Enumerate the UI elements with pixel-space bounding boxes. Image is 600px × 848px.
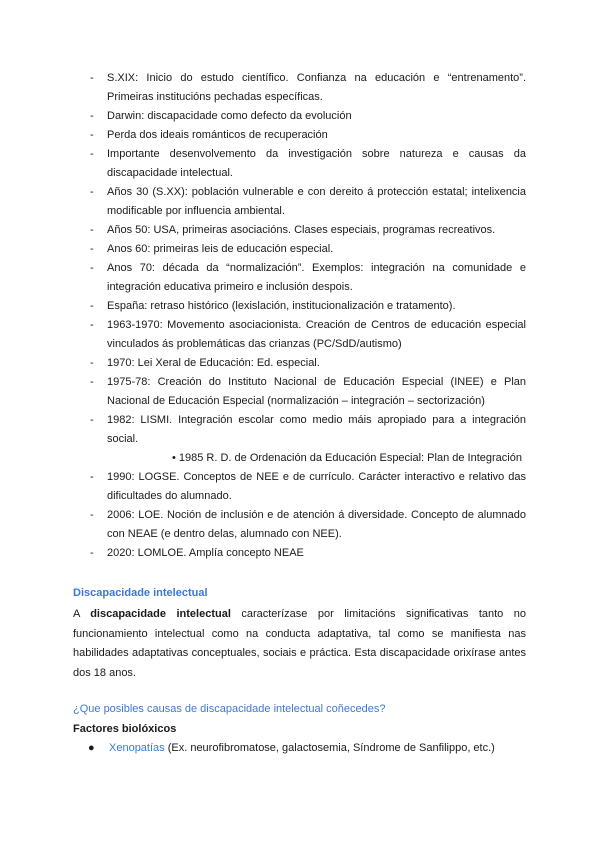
list-item: - 1970: Lei Xeral de Educación: Ed. especial. xyxy=(90,354,526,373)
list-item-text: 1970: Lei Xeral de Educación: Ed. especial. xyxy=(107,357,320,369)
list-item-text: 2020: LOMLOE. Amplía concepto NEAE xyxy=(107,547,304,559)
list-item-text: Anos 60: primeiras leis de educación especial. xyxy=(107,243,334,255)
list-item: - 2006: LOE. Noción de inclusión e de atención á diversidade. Concepto de alumnado con NEAE (e dentro delas, alumnado con NEE). xyxy=(90,506,526,544)
list-item-text: Años 50: USA, primeiras asociacións. Clases especiais, programas recreativos. xyxy=(107,224,496,236)
list-item: - S.XIX: Inicio do estudo científico. Confianza na educación e “entrenamento”. Primeiras institucións pechadas específicas. xyxy=(90,69,526,107)
list-item: - Anos 70: década da “normalización”. Exemplos: integración na comunidade e integración educativa primeiro e inclusión despois. xyxy=(90,259,526,297)
bold-term: discapacidade intelectual xyxy=(90,608,231,620)
list-item-text: 1990: LOGSE. Conceptos de NEE e de currículo. Carácter interactivo e relativo das dificultades do alumnado. xyxy=(107,471,526,502)
list-item-text: 2006: LOE. Noción de inclusión e de atención á diversidade. Concepto de alumnado con NEAE (e dentro delas, alumnado con NEE). xyxy=(107,509,526,540)
list-item-text: Perda dos ideais románticos de recuperación xyxy=(107,129,328,141)
factors-heading: Factores biolóxicos xyxy=(73,723,177,735)
list-item-text: S.XIX: Inicio do estudo científico. Confianza na educación e “entrenamento”. Primeiras institucións pechadas específicas. xyxy=(107,72,526,103)
list-item-text: España: retraso histórico (lexislación, institucionalización e tratamento). xyxy=(107,300,456,312)
list-item: - España: retraso histórico (lexislación, institucionalización e tratamento). xyxy=(90,297,526,316)
list-item-text: Importante desenvolvemento da investigación sobre natureza e causas da discapacidade intelectual. xyxy=(107,148,526,179)
list-item: - Importante desenvolvemento da investigación sobre natureza e causas da discapacidade intelectual. xyxy=(90,145,526,183)
list-item: - Anos 60: primeiras leis de educación especial. xyxy=(90,240,526,259)
definition-paragraph: A discapacidade intelectual caracterízase por limitacións significativas tanto no funcionamiento intelectual como na conducta adaptativa, tal como se manifiesta nas habilidades adaptativas conceptuales, sociais e práctica. Esta discapacidade orixírase antes dos 18 anos. xyxy=(73,608,526,679)
xenopatias-link[interactable]: Xenopatías xyxy=(109,742,165,754)
list-item: - 1963-1970: Movemento asociacionista. Creación de Centros de educación especial vinculados ás problemáticas das crianzas (PC/SdD/autismo) xyxy=(90,316,526,354)
bullet-icon: ● xyxy=(88,742,95,754)
bullet-item-text: Xenopatías (Ex. neurofibromatose, galactosemia, Síndrome de Sanfilippo, etc.) xyxy=(109,742,495,754)
list-item: - 1982: LISMI. Integración escolar como medio máis apropiado para a integración social. xyxy=(90,411,526,449)
list-item: - Darwin: discapacidade como defecto da evolución xyxy=(90,107,526,126)
history-timeline-list xyxy=(90,69,526,563)
list-item-text: Darwin: discapacidade como defecto da evolución xyxy=(107,110,352,122)
list-item-text: Años 30 (S.XX): población vulnerable e con dereito á protección estatal; intelixencia modificable por influencia ambiental. xyxy=(107,186,526,217)
list-item: - Perda dos ideais románticos de recuperación xyxy=(90,126,526,145)
section-heading: Discapacidade intelectual xyxy=(73,587,208,599)
list-item: - Años 30 (S.XX): población vulnerable e con dereito á protección estatal; intelixencia modificable por influencia ambiental. xyxy=(90,183,526,221)
list-item-text: 1982: LISMI. Integración escolar como medio máis apropiado para a integración social. xyxy=(107,414,526,445)
list-item-text: 1963-1970: Movemento asociacionista. Creación de Centros de educación especial vinculados ás problemáticas das crianzas (PC/SdD/autismo) xyxy=(107,319,526,350)
list-item: - 1975-78: Creación do Instituto Nacional de Educación Especial (INEE) e Plan Nacional de Educación Especial (normalización – integración – sectorización) xyxy=(90,373,526,411)
list-item: - 2020: LOMLOE. Amplía concepto NEAE xyxy=(90,544,526,563)
list-item-text: 1975-78: Creación do Instituto Nacional de Educación Especial (INEE) e Plan Nacional de Educación Especial (normalización – integración – sectorización) xyxy=(107,376,526,407)
question-heading: ¿Que posibles causas de discapacidade intelectual coñecedes? xyxy=(73,703,386,715)
list-item-text: Anos 70: década da “normalización”. Exemplos: integración na comunidade e integración educativa primeiro e inclusión despois. xyxy=(107,262,526,293)
sub-list-item: • 1985 R. D. de Ordenación da Educación Especial: Plan de Integración xyxy=(172,452,522,464)
list-item: - 1990: LOGSE. Conceptos de NEE e de currículo. Carácter interactivo e relativo das dificultades do alumnado. xyxy=(90,468,526,506)
bullet-item xyxy=(88,740,495,756)
list-item: - Años 50: USA, primeiras asociacións. Clases especiais, programas recreativos. xyxy=(90,221,526,240)
